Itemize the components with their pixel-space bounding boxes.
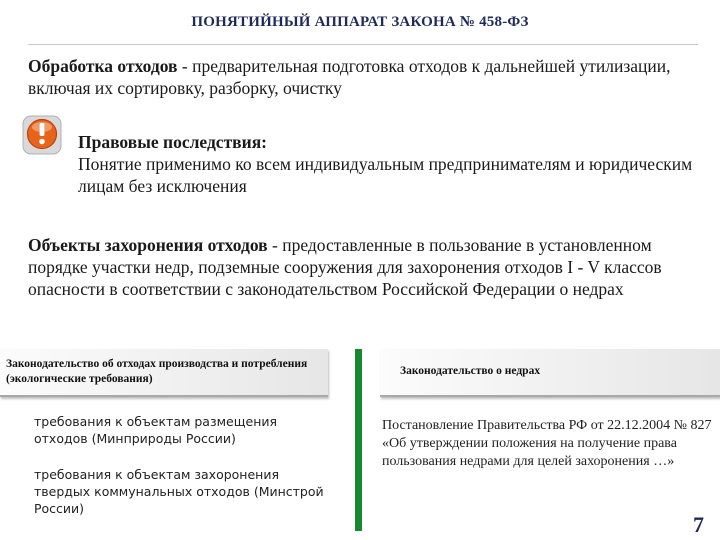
processing-term: Обработка отходов [28,56,178,76]
burial-requirements: требования к объектам захоронения твердых коммунальных отходов (Минстрой России) [34,467,324,516]
consequences-block [78,131,698,197]
waste-legislation-box [0,349,328,397]
consequences-text: Понятие применимо ко всем индивидуальным предпринимателям и юридическим лицам без исключения [78,154,693,196]
disposal-term: Объекты захоронения отходов [28,235,268,255]
disposal-definition [28,234,698,300]
exclamation-warning-icon [20,113,64,157]
column-divider [355,349,362,531]
processing-text: - предварительная подготовка отходов к дальнейшей утилизации, включая их сортировку, разборку, очистку [28,56,671,98]
processing-definition [28,55,698,99]
government-decree: Постановление Правительства РФ от 22.12.2004 № 827 «Об утверждении положения на получение права пользования недрами для целей захоронения …» [382,418,712,469]
page-title: ПОНЯТИЙНЫЙ АППАРАТ ЗАКОНА № 458-ФЗ [191,14,529,30]
subsoil-legislation-label: Законодательство о недрах [400,365,541,377]
consequences-heading: Правовые последствия: [78,132,267,152]
placement-requirements: требования к объектам размещения отходов (Минприроды России) [34,414,278,446]
title-divider [28,44,698,45]
subsoil-legislation-box [380,349,720,397]
waste-legislation-label: Законодательство об отходах производства и потребления (экологические требования) [6,358,308,385]
page-number: 7 [693,512,704,537]
disposal-text: - предоставленные в пользование в установленном порядке участки недр, подземные сооружения для захоронения отходов I - V классов опасности в соответствии с законодательством Российской Федерации о недрах [28,235,662,299]
